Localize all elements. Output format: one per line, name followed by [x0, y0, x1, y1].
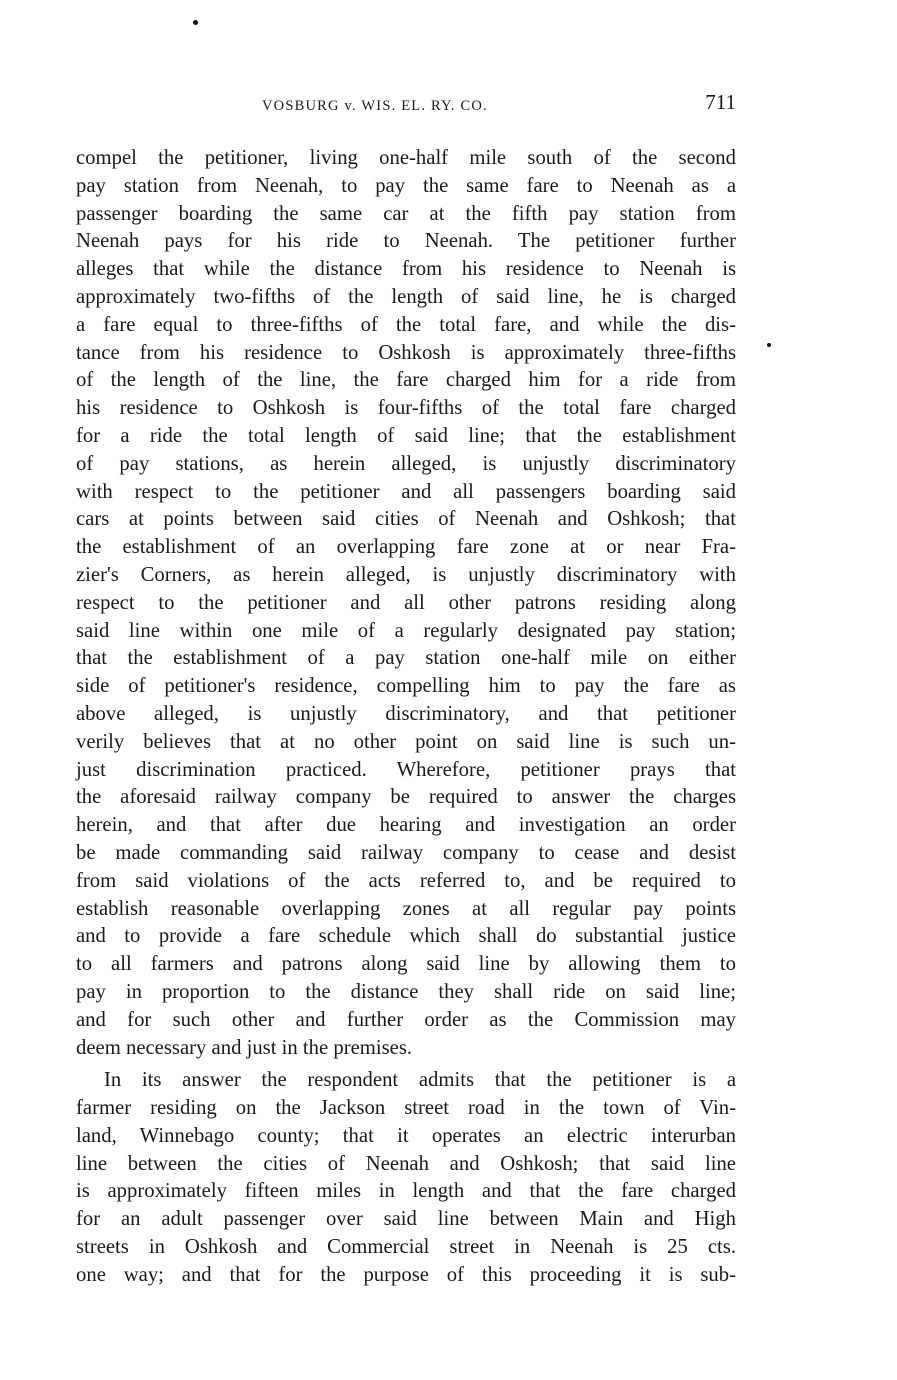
text-line: land, Winnebago county; that it operates an electric interurban: [76, 1124, 736, 1147]
page-number: 711: [705, 90, 736, 114]
text-line: and to provide a fare schedule which shall do substantial justice: [76, 925, 736, 948]
text-line: farmer residing on the Jackson street road in the town of Vin-: [76, 1097, 736, 1120]
running-head: VOSBURG v. WIS. EL. RY. CO.: [262, 98, 488, 114]
body-text: [76, 145, 736, 1290]
text-line: that the establishment of a pay station one-half mile on either: [76, 647, 736, 670]
text-line: is approximately fifteen miles in length and that the fare charged: [76, 1180, 736, 1203]
text-line: pay in proportion to the distance they shall ride on said line;: [76, 980, 736, 1003]
text-line: be made commanding said railway company to cease and desist: [76, 841, 736, 864]
text-line: herein, and that after due hearing and investigation an order: [76, 814, 736, 837]
text-line: and for such other and further order as the Commission may: [76, 1008, 736, 1031]
paragraph-answer: [76, 1067, 736, 1289]
ink-speck: [193, 20, 198, 25]
text-line: respect to the petitioner and all other patrons residing along: [76, 591, 736, 614]
text-line: approximately two-fifths of the length of said line, he is charged: [76, 285, 736, 308]
text-line: said line within one mile of a regularly designated pay station;: [76, 619, 736, 642]
paragraph-petition: [76, 145, 736, 1062]
text-line: above alleged, is unjustly discriminatory, and that petitioner: [76, 702, 736, 725]
text-line: line between the cities of Neenah and Oshkosh; that said line: [76, 1152, 736, 1175]
text-line: with respect to the petitioner and all passengers boarding said: [76, 480, 736, 503]
ink-speck: [767, 343, 771, 347]
text-line: deem necessary and just in the premises.: [76, 1036, 413, 1059]
text-line: the establishment of an overlapping fare zone at or near Fra-: [76, 536, 736, 559]
text-line: side of petitioner's residence, compelling him to pay the fare as: [76, 675, 736, 698]
text-line: for an adult passenger over said line between Main and High: [76, 1208, 736, 1231]
text-line: just discrimination practiced. Wherefore, petitioner prays that: [76, 758, 736, 781]
text-line: from said violations of the acts referred to, and be required to: [76, 869, 736, 892]
text-line: the aforesaid railway company be required to answer the charges: [76, 786, 736, 809]
text-line: passenger boarding the same car at the fifth pay station from: [76, 202, 736, 225]
text-line: of the length of the line, the fare charged him for a ride from: [76, 369, 736, 392]
text-line: establish reasonable overlapping zones at all regular pay points: [76, 897, 736, 920]
text-line: to all farmers and patrons along said line by allowing them to: [76, 953, 736, 976]
text-line: pay station from Neenah, to pay the same fare to Neenah as a: [76, 174, 736, 197]
text-line: verily believes that at no other point on said line is such un-: [76, 730, 736, 753]
text-line: tance from his residence to Oshkosh is approximately three-fifths: [76, 341, 736, 364]
text-line: streets in Oshkosh and Commercial street in Neenah is 25 cts.: [76, 1236, 736, 1259]
text-line: In its answer the respondent admits that the petitioner is a: [104, 1069, 736, 1092]
text-line: cars at points between said cities of Neenah and Oshkosh; that: [76, 508, 736, 531]
page-header: [76, 90, 736, 120]
text-line: a fare equal to three-fifths of the total fare, and while the dis-: [76, 313, 736, 336]
text-line: zier's Corners, as herein alleged, is unjustly discriminatory with: [76, 563, 736, 586]
text-line: compel the petitioner, living one-half mile south of the second: [76, 147, 736, 169]
text-line: of pay stations, as herein alleged, is unjustly discriminatory: [76, 452, 736, 475]
text-line: alleges that while the distance from his residence to Neenah is: [76, 258, 736, 281]
text-line: one way; and that for the purpose of this proceeding it is sub-: [76, 1263, 736, 1286]
text-line: his residence to Oshkosh is four-fifths of the total fare charged: [76, 397, 736, 420]
text-line: for a ride the total length of said line; that the establishment: [76, 424, 736, 447]
text-line: Neenah pays for his ride to Neenah. The petitioner further: [76, 230, 736, 253]
